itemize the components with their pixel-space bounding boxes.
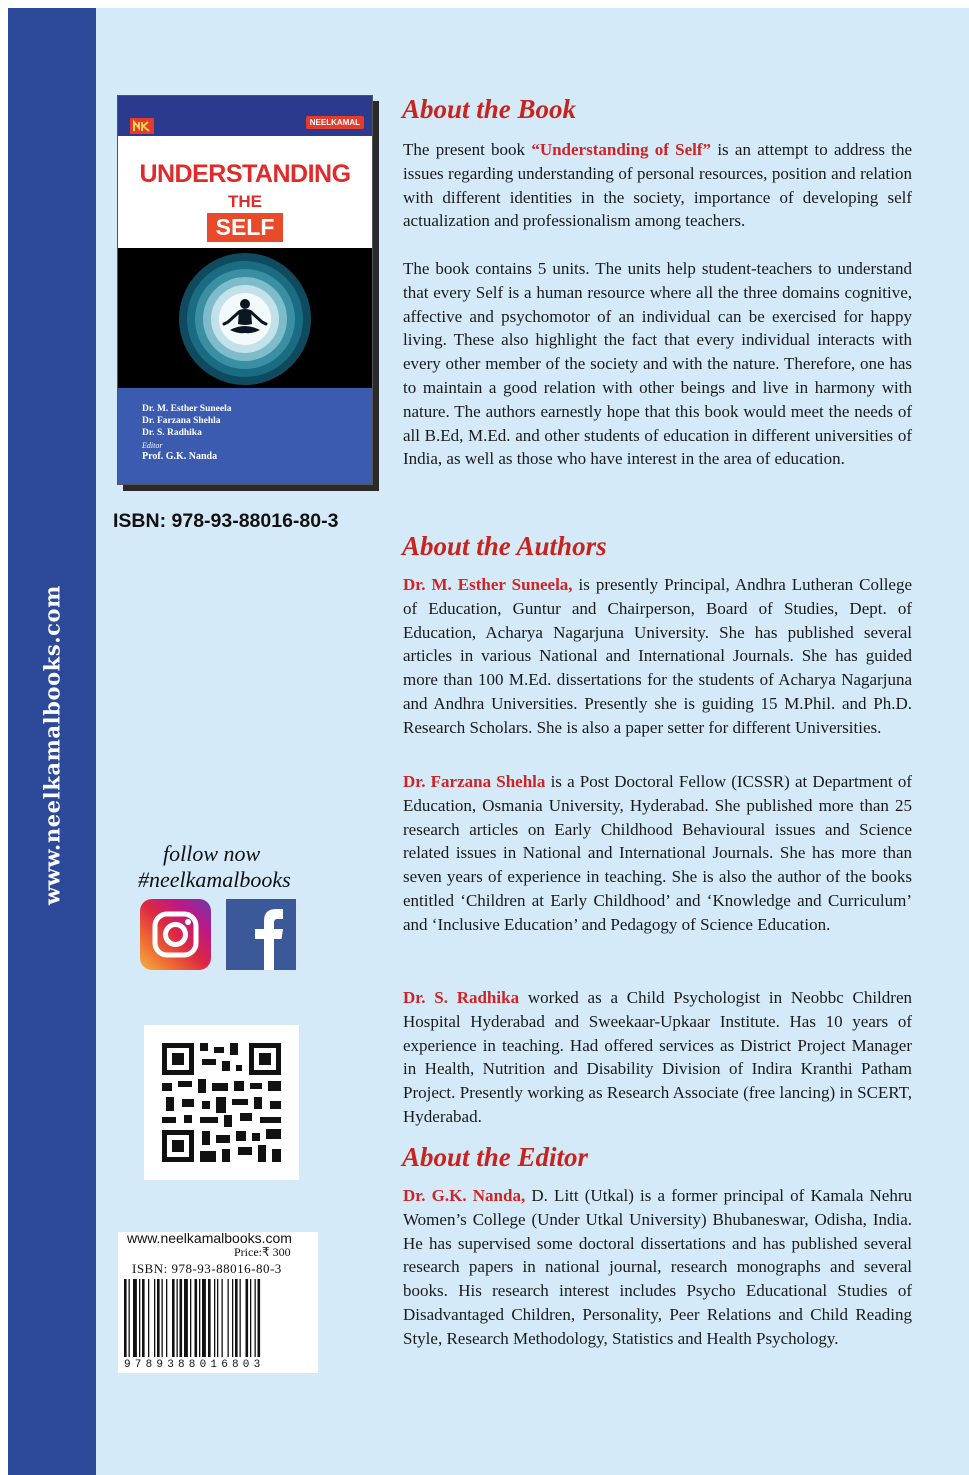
barcode-bar	[172, 1279, 175, 1357]
spine-url: www.neelkamalbooks.com	[39, 585, 65, 905]
facebook-icon[interactable]	[226, 899, 296, 970]
author-3-bio: Dr. S. Radhika worked as a Child Psychologist in Neobbc Children Hospital Hyderabad and Sweekaar-Upkaar Institute. Has 10 years of experience in teaching. Had offered services as District Project Manager in Health, Nutrition and Disability Division of Indira Kranthi Patham Project. Presently working as Research Associate (free lancing) in SCERT, Hyderabad.	[403, 988, 912, 1126]
barcode-bar	[235, 1279, 238, 1357]
barcode-bar	[157, 1279, 160, 1357]
author-3-name: Dr. S. Radhika	[403, 988, 520, 1007]
barcode-bar	[133, 1279, 137, 1357]
about-book-paragraph-1: The present book “Understanding of Self” is an attempt to address the issues regarding understanding of personal resources, position and relation with different identities in the society, importance of developing self actualization and professionalism among teachers.	[403, 140, 913, 231]
cover-title-line2: THE	[228, 192, 262, 211]
barcode-bar	[208, 1279, 211, 1357]
editor-bio: Dr. G.K. Nanda, D. Litt (Utkal) is a former principal of Kamala Nehru Women’s College (Under Utkal University) Bhubaneswar, Odisha, India. He has supervised some doctoral dissertations and has published several research papers in national journal, research monographs and several books. His research interest includes Psycho Educational Studies of Disadvantaged Children, Personality, Peer Relations and Child Reading Style, Research Methodology, Statistics and Health Psychology.	[403, 1186, 913, 1348]
book-title-highlight: “Understanding of Self”	[531, 140, 712, 159]
barcode-bar	[199, 1279, 200, 1357]
heading-about-authors: About the Authors	[402, 531, 607, 561]
barcode-url: www.neelkamalbooks.com	[127, 1230, 292, 1246]
barcode-bar	[232, 1279, 233, 1357]
barcode-bar	[184, 1279, 188, 1357]
barcode-bar	[190, 1279, 191, 1357]
author-2-name: Dr. Farzana Shehla	[403, 772, 546, 791]
author-1-bio: Dr. M. Esther Suneela, is presently Principal, Andhra Lutheran College of Education, Guntur and Chairperson, Board of Studies, Dept. of Education, Acharya Nagarjuna University. She has published several articles in various National and International Journals. She has guided more than 100 M.Ed. dissertations for the students of Acharya Nagarjuna and Andhra Universities. Presently she is guiding 15 M.Phil. and Ph.D. Research Scholars. She is also a paper setter for different Universities.	[403, 575, 913, 737]
editor-name: Dr. G.K. Nanda,	[403, 1186, 526, 1205]
barcode-bar	[124, 1279, 127, 1357]
book-cover-thumbnail	[117, 95, 373, 485]
barcode-bar	[255, 1279, 256, 1357]
barcode-bar	[148, 1279, 149, 1357]
barcode-bar	[180, 1279, 183, 1357]
cover-editor-name: Prof. G.K. Nanda	[142, 451, 218, 462]
cover-author-1: Dr. M. Esther Suneela	[142, 404, 232, 414]
instagram-icon[interactable]	[140, 899, 211, 970]
follow-now-label: follow now	[163, 841, 261, 866]
hashtag-label: #neelkamalbooks	[138, 867, 291, 892]
cover-author-2: Dr. Farzana Shehla	[142, 416, 221, 426]
barcode-bar	[154, 1279, 155, 1357]
heading-about-book: About the Book	[402, 94, 577, 124]
barcode-bar	[228, 1279, 229, 1357]
cover-title-line3: SELF	[207, 213, 283, 242]
cover-editor-label: Editor	[142, 441, 163, 450]
barcode-bar	[162, 1279, 163, 1357]
about-book-paragraph-2: The book contains 5 units. The units help student-teachers to understand that every Self is a human resource where all the three domains cognitive, affective and psychomotor of an individual can be exercised for happy living. These also highlight the fact that every individual interacts with every other member of the society and with the nature. Therefore, one has to maintain a good relation with other beings and live in harmony with nature. The authors earnestly hope that this book would meet the needs of all B.Ed, M.Ed. and other students of education in different universities of India, as well as those who have interest in the area of education.	[403, 259, 912, 469]
barcode-bar	[129, 1279, 130, 1357]
barcode-bar	[258, 1279, 261, 1357]
publisher-logo-icon	[130, 118, 154, 134]
barcode-icon	[124, 1279, 310, 1359]
barcode-bar	[142, 1279, 145, 1357]
price-label: Price:₹ 300	[234, 1245, 291, 1259]
barcode-bar	[195, 1279, 198, 1357]
cover-author-3: Dr. S. Radhika	[142, 428, 202, 438]
qr-code[interactable]	[144, 1025, 299, 1180]
isbn-large: ISBN: 978-93-88016-80-3	[113, 510, 339, 532]
author-1-name: Dr. M. Esther Suneela,	[403, 575, 573, 594]
barcode-bar	[246, 1279, 249, 1357]
barcode-bar	[217, 1279, 218, 1357]
barcode-bar	[166, 1279, 167, 1357]
barcode-isbn: ISBN: 978-93-88016-80-3	[132, 1261, 282, 1276]
qr-code-icon	[144, 1025, 299, 1180]
barcode-bar	[250, 1279, 251, 1357]
author-2-bio: Dr. Farzana Shehla is a Post Doctoral Fellow (ICSSR) at Department of Education, Osmania University, Hyderabad. She published more than 25 research articles on Early Childhood Behavioural issues and Science related issues in National and International Journals. She has more than seven years of experience in teaching. She is also the author of the books entitled ‘Children at Early Childhood’ and ‘Knowledge and Curriculum’ and ‘Inclusive Education’ and Pedagogy of Science Education.	[403, 772, 912, 934]
meditation-figure-icon	[170, 252, 320, 386]
cover-publisher-badge: NEELKAMAL	[306, 116, 364, 129]
barcode-bar	[139, 1279, 140, 1357]
heading-about-editor: About the Editor	[402, 1142, 589, 1172]
barcode-bar	[177, 1279, 178, 1357]
barcode-digits: 9789388016803	[124, 1359, 265, 1371]
barcode-bar	[214, 1279, 215, 1357]
barcode-bar	[202, 1279, 206, 1357]
cover-title-line1: UNDERSTANDING	[139, 160, 351, 188]
barcode-bar	[240, 1279, 241, 1357]
barcode-bar	[222, 1279, 223, 1357]
